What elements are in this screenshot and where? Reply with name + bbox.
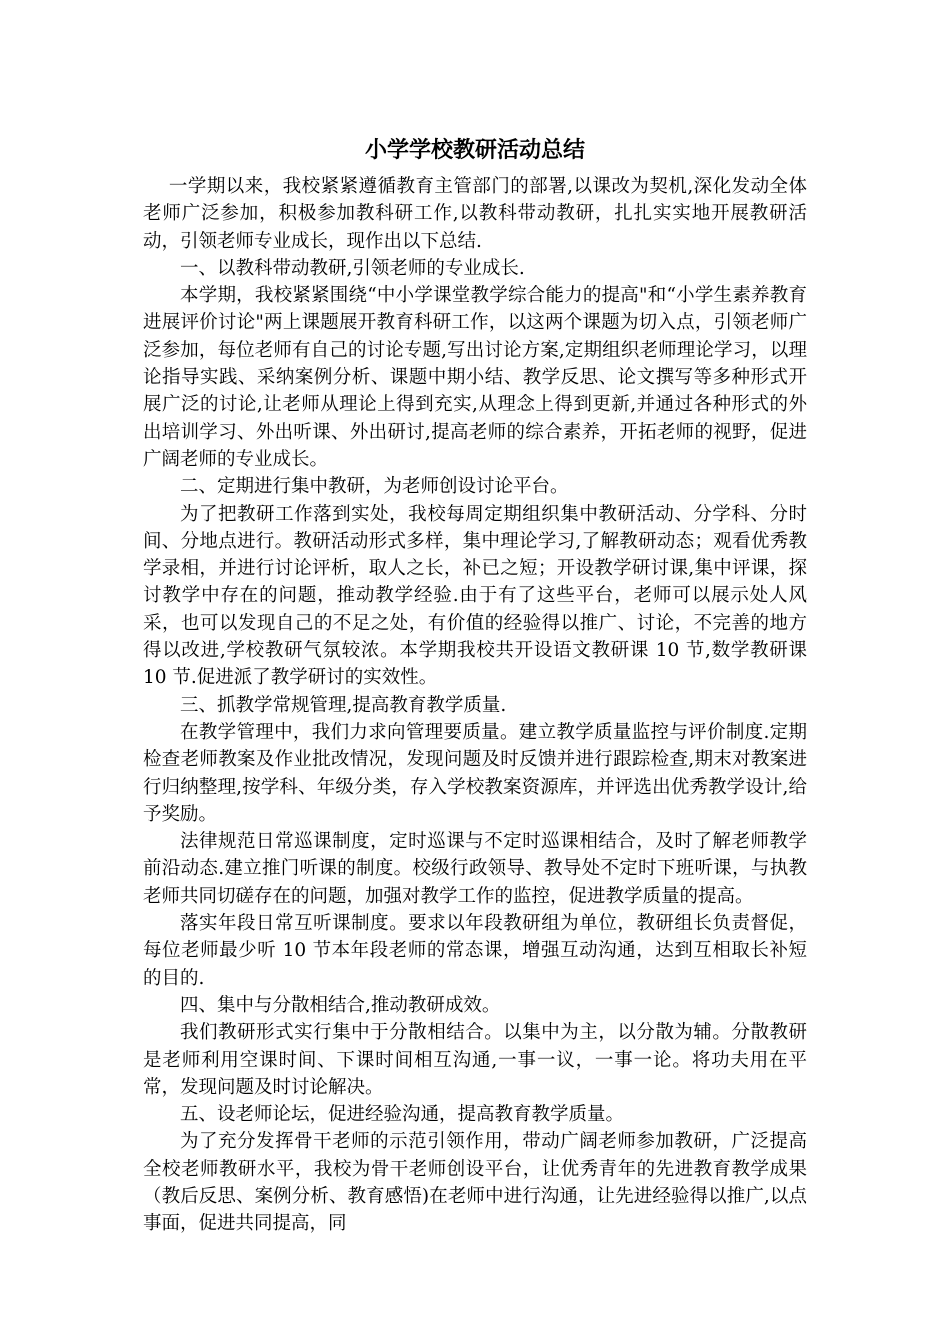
document-title: 小学学校教研活动总结	[364, 137, 585, 163]
section-heading-2: 二、定期进行集中教研，为老师创设讨论平台。	[180, 476, 569, 498]
section-heading-5: 五、设老师论坛，促进经验沟通，提高教育教学质量。	[180, 1104, 625, 1126]
body-paragraph: 为了把教研工作落到实处，我校每周定期组织集中教研活动、分学科、分时间、分地点进行。教研活动形式多样，集中理论学习,了解教研动态；观看优秀教学录相，并进行讨论评析，取人之长，补已之短；开设教学研讨课,集中评课，探讨教学中存在的问题，推动教学经验.由于有了这些平台，老师可以展示处人风采，也可以发现自己的不足之处，有价值的经验得以推广、讨论，不完善的地方得以改进,学校教研气氛较浓。本学期我校共开设语文教研课 10 节,数学教研课 10 节.促进派了教学研讨的实效性。	[143, 503, 807, 689]
body-paragraph: 为了充分发挥骨干老师的示范引领作用，带动广阔老师参加教研，广泛提高全校老师教研水平，我校为骨干老师创设平台，让优秀青年的先进教育教学成果（教后反思、案例分析、教育感悟)在老师中进行沟通，让先进经验得以推广,以点事面，促进共同提高，同	[143, 1131, 807, 1235]
body-paragraph: 本学期，我校紧紧围绕“中小学课堂教学综合能力的提高"和“小学生素养教育进展评价讨论"两上课题展开教育科研工作，以这两个课题为切入点，引领老师广泛参加，每位老师有自己的讨论专题,写出讨论方案,定期组织老师理论学习，以理论指导实践、采纳案例分析、课题中期小结、教学反思、论文撰写等多种形式开展广泛的讨论,让老师从理论上得到充实,从理念上得到更新,并通过各种形式的外出培训学习、外出听课、外出研讨,提高老师的综合素养，开拓老师的视野，促进广阔老师的专业成长。	[143, 285, 807, 470]
section-heading-1: 一、以教科带动教研,引领老师的专业成长.	[180, 257, 525, 279]
intro-paragraph: 一学期以来，我校紧紧遵循教育主管部门的部署,以课改为契机,深化发动全体老师广泛参加，积极参加教科研工作,以教科带动教研，扎扎实实地开展教研活动，引领老师专业成长，现作出以下总结.	[143, 176, 807, 252]
body-paragraph: 我们教研形式实行集中于分散相结合。以集中为主，以分散为辅。分散教研是老师利用空课时间、下课时间相互沟通,一事一议，一事一论。将功夫用在平常，发现问题及时讨论解决。	[143, 1022, 807, 1098]
body-paragraph: 在教学管理中，我们力求向管理要质量。建立教学质量监控与评价制度.定期检查老师教案及作业批改情况，发现问题及时反馈并进行跟踪检查,期末对教案进行归纳整理,按学科、年级分类，存入学校教案资源库，并评选出优秀教学设计,给予奖励。	[143, 721, 807, 825]
body-paragraph: 落实年段日常互听课制度。要求以年段教研组为单位，教研组长负责督促，每位老师最少听 10 节本年段老师的常态课，增强互动沟通，达到互相取长补短的目的.	[143, 913, 807, 989]
section-heading-3: 三、抓教学常规管理,提高教育教学质量.	[180, 694, 507, 716]
document-body	[143, 173, 807, 1238]
body-paragraph: 法律规范日常巡课制度，定时巡课与不定时巡课相结合，及时了解老师教学前沿动态.建立推门听课的制度。校级行政领导、教导处不定时下班听课，与执教老师共同切磋存在的问题，加强对教学工作的监控，促进教学质量的提高。	[143, 831, 807, 907]
section-heading-4: 四、集中与分散相结合,推动教研成效。	[180, 994, 501, 1016]
